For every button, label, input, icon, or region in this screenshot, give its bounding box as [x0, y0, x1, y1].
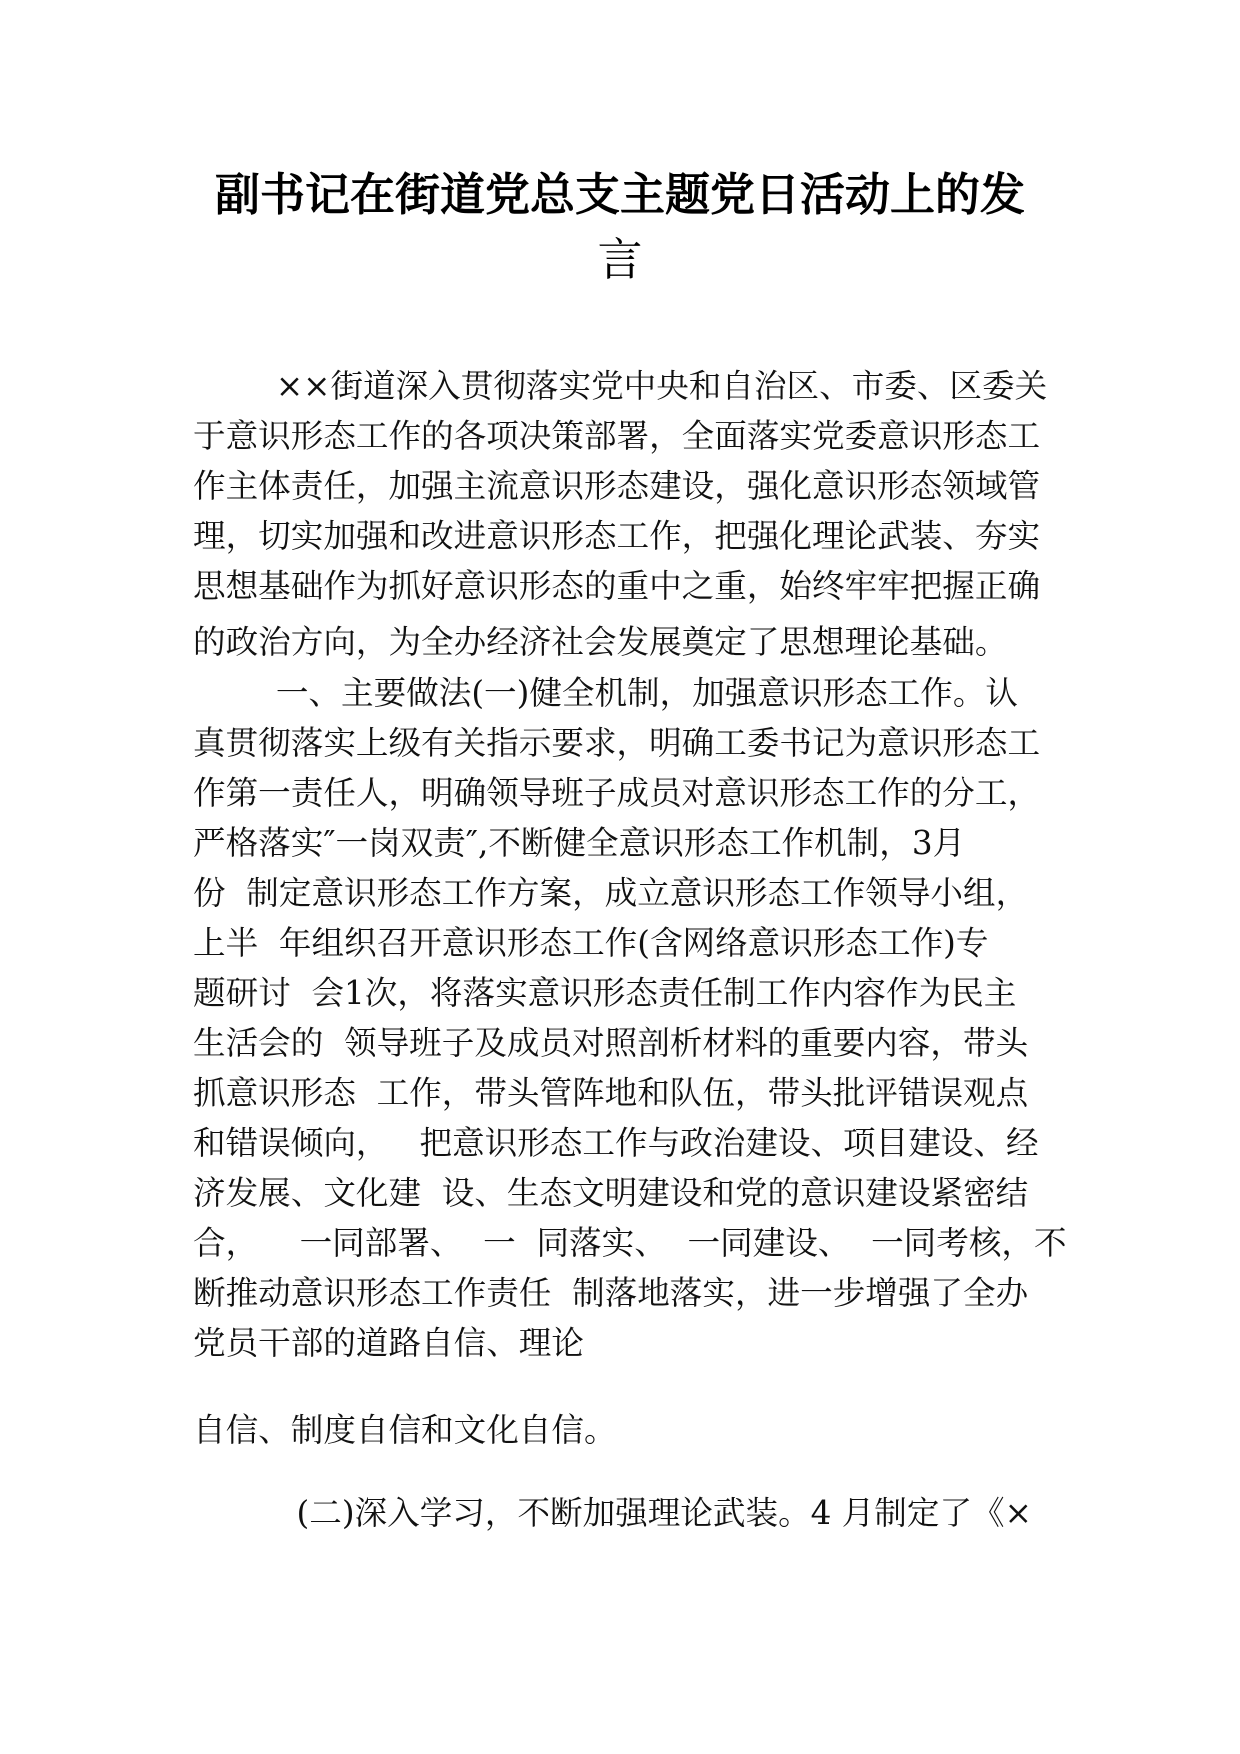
- body-text-line: 思想基础作为抓好意识形态的重中之重，始终牢牢把握正确: [193, 567, 1041, 605]
- document-title-line-1: 副书记在街道党总支主题党日活动上的发: [214, 168, 1025, 221]
- body-text-line: 严格落实″一岗双责″,不断健全意识形态工作机制，3月: [193, 824, 966, 862]
- body-text-line: 于意识形态工作的各项决策部署，全面落实党委意识形态工: [193, 417, 1041, 455]
- body-text-line: 自信、制度自信和文化自信。: [193, 1411, 617, 1449]
- body-text-line: 份 制定意识形态工作方案，成立意识形态工作领导小组，: [193, 874, 1029, 912]
- body-text-line: 真贯彻落实上级有关指示要求，明确工委书记为意识形态工: [193, 724, 1041, 762]
- body-text-line: 合， 一同部署、 一 同落实、 一同建设、 一同考核，不: [193, 1224, 1067, 1262]
- body-text-line: ××街道深入贯彻落实党中央和自治区、市委、区委关: [193, 367, 1048, 405]
- body-text-line: 济发展、文化建 设、生态文明建设和党的意识建设紧密结: [193, 1174, 1029, 1212]
- body-text-line: 和错误倾向， 把意识形态工作与政治建设、项目建设、经: [193, 1124, 1039, 1162]
- body-text-line: 党员干部的道路自信、理论: [193, 1324, 584, 1362]
- body-text-line: 生活会的 领导班子及成员对照剖析材料的重要内容，带头: [193, 1024, 1029, 1062]
- body-text-line: 上半 年组织召开意识形态工作(含网络意识形态工作)专: [193, 924, 989, 962]
- body-text-line: 断推动意识形态工作责任 制落地落实，进一步增强了全办: [193, 1274, 1029, 1312]
- body-text-line: 抓意识形态 工作，带头管阵地和队伍，带头批评错误观点: [193, 1074, 1029, 1112]
- body-text-line: 作第一责任人，明确领导班子成员对意识形态工作的分工，: [193, 774, 1041, 812]
- body-text-line: 理，切实加强和改进意识形态工作，把强化理论武装、夯实: [193, 517, 1041, 555]
- body-text-line: (二)深入学习，不断加强理论武装。4 月制定了《×: [193, 1494, 1032, 1532]
- body-text-line: 的政治方向，为全办经济社会发展奠定了思想理论基础。: [193, 623, 1008, 661]
- body-text-line: 作主体责任，加强主流意识形态建设，强化意识形态领域管: [193, 467, 1041, 505]
- body-text-line: 一、主要做法(一)健全机制，加强意识形态工作。认: [193, 674, 1018, 712]
- body-text-line: 题研讨 会1次，将落实意识形态责任制工作内容作为民主: [193, 974, 1017, 1012]
- document-title-line-2: 言: [597, 233, 643, 286]
